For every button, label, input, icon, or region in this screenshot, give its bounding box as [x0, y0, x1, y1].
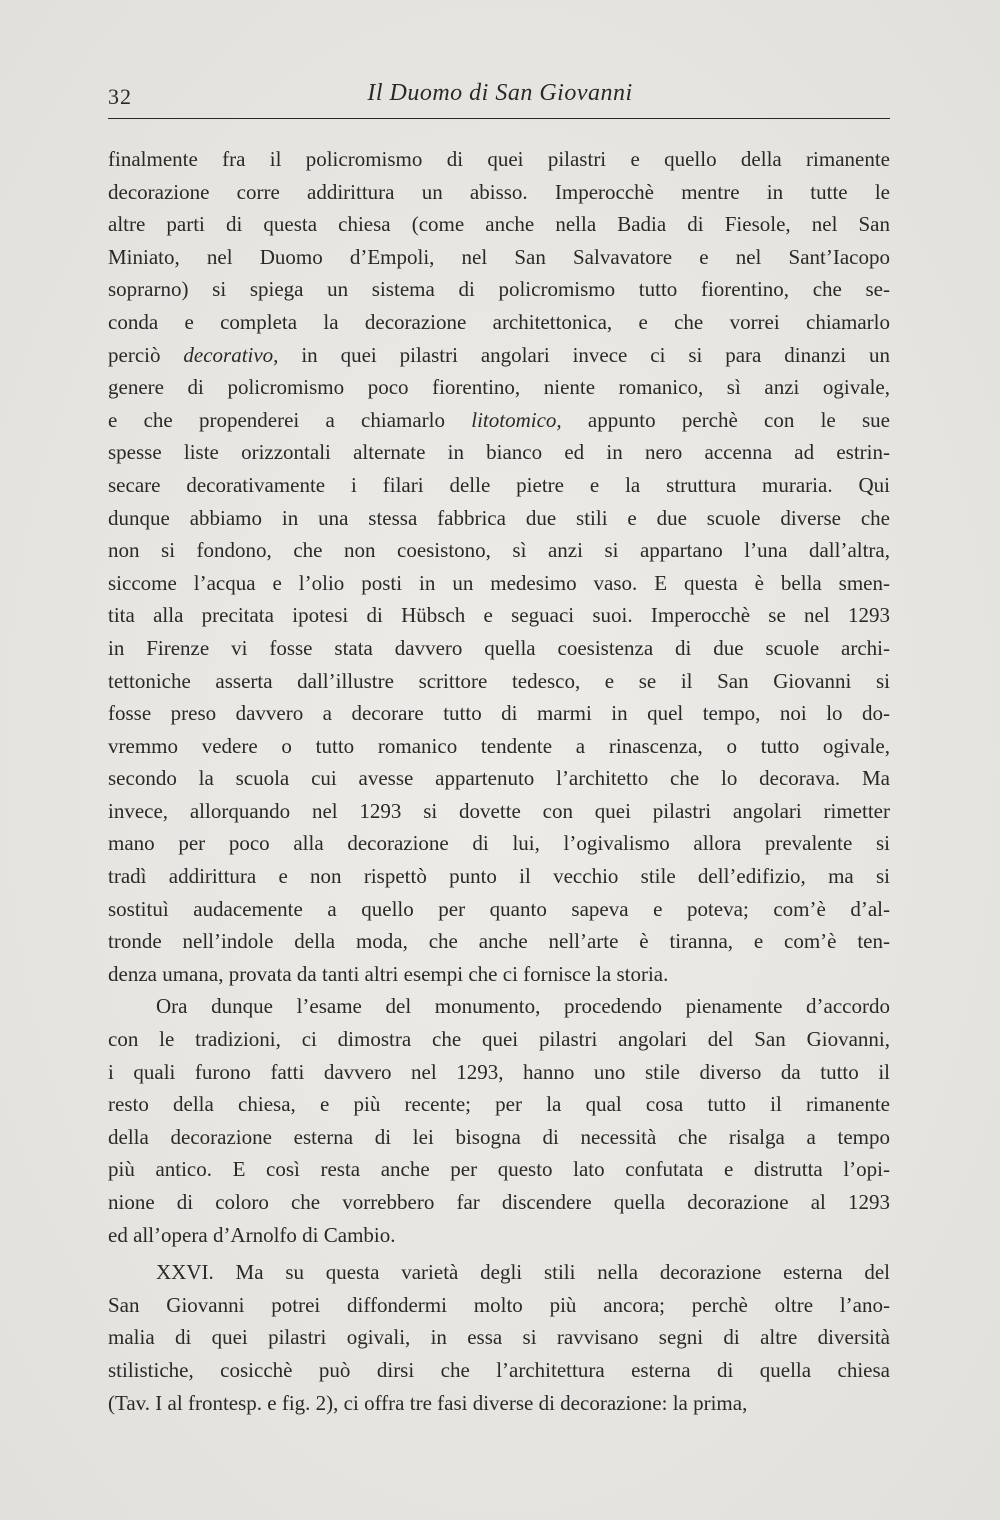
text-line: in Firenze vi fosse stata davvero quella coesistenza di due scuole archi-	[108, 635, 890, 660]
text-line: conda e completa la decorazione architettonica, e che vorrei chiamarlo	[108, 309, 890, 334]
text-line: fosse preso davvero a decorare tutto di marmi in quel tempo, noi lo do-	[108, 701, 890, 726]
text-line: nione di coloro che vorrebbero far discendere quella decorazione al 1293	[108, 1190, 890, 1214]
text-line: siccome l’acqua e l’olio posti in un medesimo vaso. E questa è bella smen-	[108, 570, 890, 595]
text-line: tita alla precitata ipotesi di Hübsch e seguaci suoi. Imperocchè se nel 1293	[108, 603, 890, 628]
text-line: e che propenderei a chiamarlo litotomico, appunto perchè con le sue	[108, 407, 890, 432]
text-line: tettoniche asserta dall’illustre scrittore tedesco, e se il San Giovanni si	[108, 668, 890, 693]
text-line: Miniato, nel Duomo d’Empoli, nel San Salvavatore e nel Sant’Iacopo	[108, 244, 890, 269]
text-line: (Tav. I al frontesp. e fig. 2), ci offra tre fasi diverse di decorazione: la prima,	[108, 1390, 748, 1415]
text-line: malia di quei pilastri ogivali, in essa si ravvisano segni di altre diversità	[108, 1325, 890, 1350]
text-line: denza umana, provata da tanti altri esempi che ci fornisce la storia.	[108, 961, 669, 986]
header-rule	[108, 118, 890, 119]
text-line: tradì addirittura e non rispettò punto il vecchio stile dell’edifizio, ma si	[108, 864, 890, 889]
text-line: secondo la scuola cui avesse appartenuto l’architetto che lo decorava. Ma	[108, 766, 890, 791]
text-line: resto della chiesa, e più recente; per la qual cosa tutto il rimanente	[108, 1092, 890, 1117]
text-line: invece, allorquando nel 1293 si dovette con quei pilastri angolari rimetter	[108, 798, 890, 823]
running-title: Il Duomo di San Giovanni	[367, 80, 633, 106]
text-line: mano per poco alla decorazione di lui, l’ogivalismo allora prevalente si	[108, 831, 890, 856]
text-line: più antico. E così resta anche per questo lato confutata e distrutta l’opi-	[108, 1157, 890, 1182]
text-line: tronde nell’indole della moda, che anche nell’arte è tiranna, e com’è ten-	[108, 929, 890, 954]
text-line: decorazione corre addirittura un abisso. Imperocchè mentre in tutte le	[108, 179, 890, 204]
text-line: XXVI. Ma su questa varietà degli stili nella decorazione esterna del	[156, 1260, 890, 1285]
text-line: soprarno) si spiega un sistema di policromismo tutto fiorentino, che se-	[108, 277, 890, 302]
page-number: 32	[108, 84, 132, 109]
text-line: perciò decorativo, in quei pilastri angolari invece ci si para dinanzi un	[108, 342, 890, 367]
text-line: i quali furono fatti davvero nel 1293, hanno uno stile diverso da tutto il	[108, 1059, 890, 1084]
text-line: ed all’opera d’Arnolfo di Cambio.	[108, 1222, 396, 1247]
text-line: sostituì audacemente a quello per quanto sapeva e poteva; com’è d’al-	[108, 896, 890, 921]
text-line: altre parti di questa chiesa (come anche nella Badia di Fiesole, nel San	[108, 212, 890, 237]
body-text	[108, 143, 890, 1419]
text-line: San Giovanni potrei diffondermi molto più ancora; perchè oltre l’ano-	[108, 1292, 890, 1317]
text-line: secare decorativamente i filari delle pietre e la struttura muraria. Qui	[108, 472, 890, 497]
text-line: non si fondono, che non coesistono, sì anzi si appartano l’una dall’altra,	[108, 538, 890, 563]
text-line: vremmo vedere o tutto romanico tendente a rinascenza, o tutto ogivale,	[108, 733, 890, 758]
text-line: dunque abbiamo in una stessa fabbrica due stili e due scuole diverse che	[108, 505, 890, 530]
text-line: genere di policromismo poco fiorentino, niente romanico, sì anzi ogivale,	[108, 375, 890, 400]
text-line: stilistiche, cosicchè può dirsi che l’architettura esterna di quella chiesa	[108, 1357, 890, 1382]
text-line: della decorazione esterna di lei bisogna di necessità che risalga a tempo	[108, 1124, 890, 1149]
text-line: Ora dunque l’esame del monumento, procedendo pienamente d’accordo	[156, 994, 890, 1019]
text-line: con le tradizioni, ci dimostra che quei pilastri angolari del San Giovanni,	[108, 1027, 890, 1052]
text-line: spesse liste orizzontali alternate in bianco ed in nero accenna ad estrin-	[108, 440, 890, 465]
running-head	[108, 78, 892, 108]
text-line: finalmente fra il policromismo di quei pilastri e quello della rimanente	[108, 147, 890, 171]
